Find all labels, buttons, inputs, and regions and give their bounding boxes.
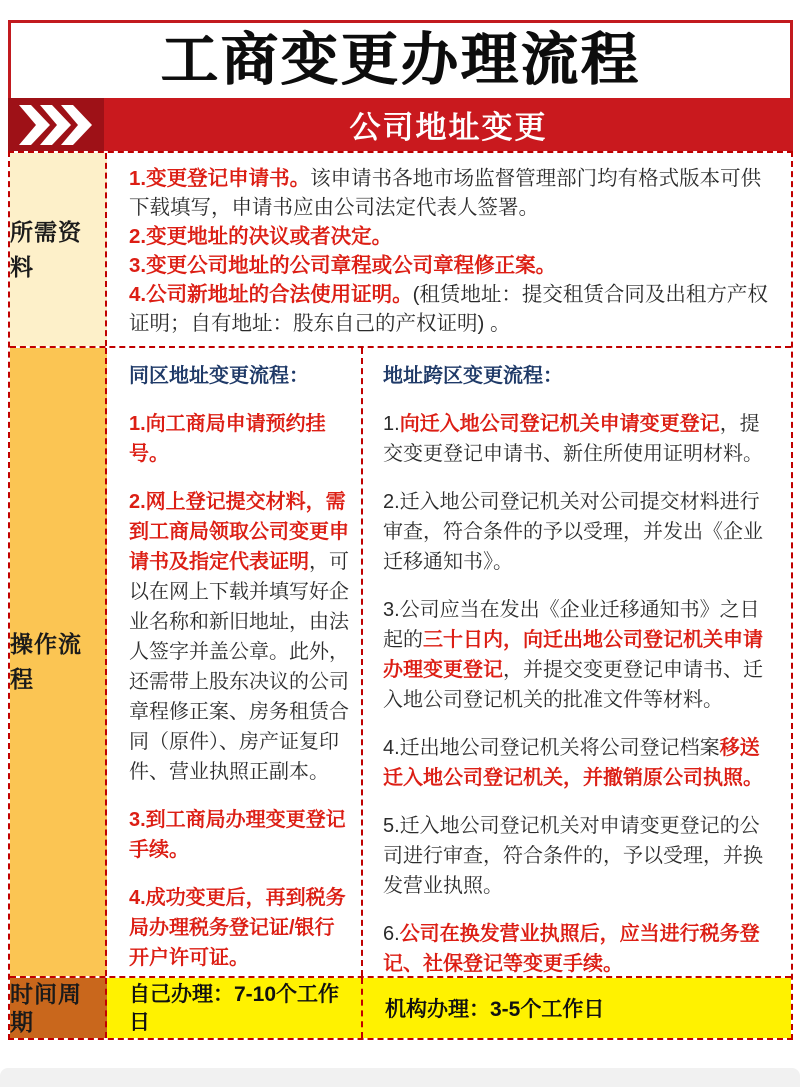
text-segment: 该申请书各地市场监督管理部门均有格式版本可供下载填写，申请书应由公司法定代表人签署。 [129, 167, 762, 219]
banner-title: 公司地址变更 [349, 110, 548, 145]
bottom-gray-bar [0, 1068, 800, 1087]
text-segment: 2.网上登记提交材料，需到工商局领取公司变更申请书及指定代表证明 [129, 491, 349, 573]
paragraph [129, 251, 779, 280]
process-table [8, 151, 793, 1040]
text-segment: (租赁地址：提交租赁合同及出租方产权证明；自有地址：股东自己的产权证明) 。 [129, 283, 768, 335]
materials-content [107, 153, 791, 346]
process-left-column [107, 348, 361, 976]
text-segment: ，提交变更登记申请书、新住所使用证明材料。 [383, 413, 763, 465]
text-segment: 移送迁入地公司登记机关，并撤销原公司执照。 [383, 737, 763, 789]
materials-label: 所需资料 [10, 153, 107, 346]
text-segment: ，可以在网上下载并填写好企业名称和新旧地址，由法人签字并盖公章。此外，还需带上股东决议的公司章程修正案、房务租赁合同（原件）、房产证复印件、营业执照正副本。 [129, 551, 349, 783]
text-segment: 6. [383, 923, 400, 945]
text-segment: 三十日内，向迁出地公司登记机关申请办理变更登记 [383, 629, 763, 681]
paragraph [383, 811, 779, 901]
paragraph [129, 883, 353, 973]
text-segment: 2.迁入地公司登记机关对公司提交材料进行审查，符合条件的予以受理，并发出《企业迁移通知书》。 [383, 491, 763, 573]
paragraph [129, 222, 779, 251]
chevron-block [8, 98, 104, 151]
text-segment: 地址跨区变更流程： [383, 365, 563, 387]
paragraph [129, 409, 353, 469]
paragraph [383, 919, 779, 976]
text-segment: 4.成功变更后，再到税务局办理税务登记证/银行开户许可证。 [129, 887, 346, 969]
materials-section [10, 153, 791, 346]
text-segment: 向迁入地公司登记机关申请变更登记 [399, 413, 720, 435]
text-segment: 3.公司应当在发出《企业迁移通知书》之日起的 [383, 599, 760, 651]
time-section [10, 976, 791, 1038]
paragraph [129, 361, 353, 391]
text-segment: 1.向工商局申请预约挂号。 [129, 413, 326, 465]
text-segment: 3.变更公司地址的公司章程或公司章程修正案。 [129, 254, 557, 277]
paragraph [383, 409, 779, 469]
text-segment: 3.到工商局办理变更登记手续。 [129, 809, 346, 861]
text-segment: 公司在换发营业执照后，应当进行税务登记、社保登记等变更手续。 [383, 923, 760, 975]
paragraph [383, 595, 779, 715]
text-segment: 5.迁入地公司登记机关对申请变更登记的公司进行审查，符合条件的，予以受理，并换发营业执照。 [383, 815, 763, 897]
process-right-column [361, 348, 791, 976]
text-segment: 4.公司新地址的合法使用证明。 [129, 283, 413, 306]
banner-title-wrap [104, 98, 793, 151]
process-section [10, 346, 791, 976]
paragraph [383, 361, 779, 391]
process-label: 操作流程 [10, 348, 107, 976]
triple-right-chevron-icon [19, 105, 93, 145]
text-segment: 1. [383, 413, 400, 435]
infographic-page [0, 20, 800, 1087]
time-agency-service-cell: 机构办理：3-5个工作日 [361, 978, 791, 1038]
page-title: 工商变更办理流程 [160, 28, 641, 92]
subtitle-banner [8, 98, 793, 151]
paragraph [129, 164, 779, 222]
paragraph [129, 280, 779, 338]
title-box [8, 20, 793, 98]
text-segment: 1.变更登记申请书。 [129, 167, 311, 190]
time-self-service-cell: 自己办理：7-10个工作日 [107, 978, 361, 1038]
paragraph [383, 733, 779, 793]
paragraph [383, 487, 779, 577]
time-label: 时间周期 [10, 978, 107, 1038]
text-segment: 同区地址变更流程： [129, 365, 309, 387]
paragraph [129, 805, 353, 865]
text-segment: 2.变更地址的决议或者决定。 [129, 225, 393, 248]
text-segment: ，并提交变更登记申请书、迁入地公司登记机关的批准文件等材料。 [383, 659, 763, 711]
text-segment: 4.迁出地公司登记机关将公司登记档案 [383, 737, 720, 759]
paragraph [129, 487, 353, 787]
